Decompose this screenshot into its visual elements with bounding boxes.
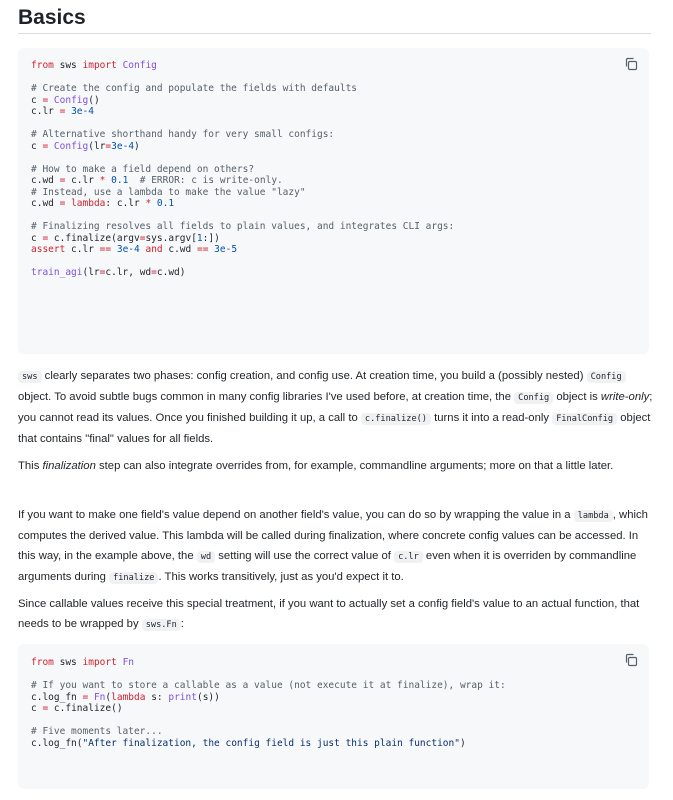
code-token: 3e-5	[214, 244, 238, 255]
copy-icon	[623, 56, 639, 72]
paragraph-text: step can also integrate overrides from, for example, commandline arguments; more on that a little later.	[95, 460, 614, 472]
inline-code: c.finalize()	[361, 413, 431, 425]
code-token: :])	[202, 232, 220, 244]
code-token: # Finalizing resolves all fields to plain values, and integrates CLI args:	[31, 221, 455, 232]
code-token: c.finalize(argv	[48, 232, 140, 244]
code-line	[31, 106, 649, 118]
code-token: =	[82, 691, 89, 703]
paragraph-text: even when it is overriden by commandline arguments during	[18, 550, 637, 583]
code-token: from	[31, 60, 54, 71]
code-token: 0.1	[111, 175, 129, 186]
code-token: train_agi	[31, 267, 83, 278]
code-token	[128, 175, 139, 186]
code-token: =	[42, 94, 49, 106]
code-token: c.log_fn	[31, 691, 83, 703]
code-line	[31, 152, 649, 164]
code-token: : c.lr	[105, 198, 146, 209]
inline-code: lambda	[574, 510, 613, 522]
code-line	[31, 164, 649, 176]
paragraph-text: This	[18, 460, 43, 472]
inline-code: c.lr	[394, 551, 423, 563]
code-token: c.finalize()	[48, 703, 123, 714]
code-line	[31, 72, 649, 84]
code-token: 3e-4	[116, 244, 140, 255]
inline-code: FinalConfig	[552, 413, 617, 425]
code-token: lambda	[71, 198, 106, 209]
paragraph-text: . This works transitively, just as you'd expect it to.	[158, 571, 404, 583]
code-token: (lr	[88, 140, 106, 152]
paragraph-lambda	[18, 505, 656, 588]
code-line	[31, 715, 649, 727]
copy-button[interactable]	[623, 652, 639, 668]
code-content	[18, 644, 649, 749]
code-token: =	[42, 232, 49, 244]
code-token: c.wd)	[156, 267, 186, 278]
code-token: =	[105, 140, 112, 152]
code-line	[31, 198, 649, 210]
code-token: # How to make a field depend on others?	[31, 163, 255, 175]
code-token: s:	[145, 691, 169, 703]
code-line	[31, 187, 649, 199]
code-token: c	[31, 232, 43, 244]
code-token: lambda	[111, 691, 146, 703]
paragraph-text: If you want to make one field's value depend on another field's value, you can do so by wrapping the value in a	[18, 509, 574, 521]
inline-code: Config	[587, 371, 626, 383]
code-line	[31, 738, 649, 750]
code-token: sys.argv[	[145, 232, 197, 244]
code-token: Config	[53, 94, 89, 106]
code-token: print	[168, 691, 197, 703]
paragraph-text: setting will use the correct value of	[215, 550, 395, 562]
emphasis-text: write-only	[600, 391, 650, 403]
code-line	[31, 657, 649, 669]
code-line	[31, 83, 649, 95]
code-token: =	[59, 175, 66, 186]
code-token: sws	[53, 60, 83, 71]
code-token: # ERROR: c is write-only.	[139, 175, 283, 186]
heading-divider	[18, 33, 651, 34]
code-token: import	[82, 657, 117, 668]
copy-button[interactable]	[623, 56, 639, 72]
code-token: c.lr	[31, 106, 60, 117]
code-token: sws	[53, 657, 83, 668]
code-token: 1	[196, 232, 203, 244]
code-token: c.lr	[65, 175, 100, 186]
code-token: # If you want to store a callable as a value (not execute it at finalize), wrap it:	[31, 680, 506, 691]
code-token: c	[31, 94, 43, 106]
code-token: =	[42, 703, 49, 714]
code-token: (s))	[196, 691, 220, 703]
code-token: Fn	[93, 691, 106, 703]
code-token: (lr	[82, 267, 100, 278]
paragraph-text: :	[180, 618, 184, 630]
code-token: # Five moments later...	[31, 726, 163, 737]
paragraph-finalization	[18, 456, 656, 476]
code-line	[31, 95, 649, 107]
paragraph-text: object. To avoid subtle bugs common in many config libraries I've used before, at creation time, the	[18, 391, 515, 403]
inline-code: finalize	[109, 572, 158, 584]
code-line	[31, 256, 649, 268]
emphasis-text: finalization	[42, 460, 96, 472]
code-block-basics	[18, 48, 649, 354]
inline-code: sws	[18, 371, 42, 383]
code-line	[31, 692, 649, 704]
code-line	[31, 141, 649, 153]
code-token: # Create the config and populate the fields with defaults	[31, 83, 358, 94]
code-token: 0.1	[156, 198, 175, 209]
code-token: c	[31, 140, 43, 152]
code-token: )	[459, 737, 466, 749]
code-token: Config	[122, 60, 157, 71]
code-content	[18, 48, 649, 279]
code-line	[31, 175, 649, 187]
code-token: c.lr	[65, 244, 100, 255]
paragraph-text: ; you cannot read its values. Once you finished building it up, a call to	[18, 391, 653, 424]
paragraph-text: turns it into a read-only	[430, 412, 553, 424]
code-line	[31, 669, 649, 681]
paragraph-text: object that contains "final" values for all fields.	[18, 412, 651, 445]
code-token: # Alternative shorthand handy for very small configs:	[31, 129, 335, 140]
code-line	[31, 726, 649, 738]
code-token: assert	[31, 244, 66, 255]
code-token: c.wd	[162, 244, 197, 255]
code-token: from	[31, 657, 54, 668]
code-line	[31, 60, 649, 72]
code-block-fn	[18, 644, 649, 789]
code-token: Fn	[122, 657, 135, 668]
code-token: # Instead, use a lambda to make the value "lazy"	[31, 186, 306, 198]
code-token: ==	[196, 244, 209, 255]
code-token: 3e-4	[71, 106, 94, 117]
code-token: 3e-4	[111, 140, 135, 152]
section-heading: Basics	[18, 6, 86, 29]
code-token: *	[99, 175, 106, 186]
code-token: and	[145, 244, 163, 255]
code-token: =	[59, 106, 66, 117]
paragraph-phases	[18, 366, 656, 449]
code-token: c.lr, wd	[105, 267, 152, 278]
code-token: ==	[99, 244, 112, 255]
code-token: =	[139, 232, 146, 244]
inline-code: Config	[514, 392, 553, 404]
code-token: =	[99, 267, 106, 278]
paragraph-text: , which computes the derived value. This lambda will be called during finalization, where concrete config values can be accessed. In this way, in the example above, the	[18, 509, 648, 562]
code-token: "After finalization, the config field is just this plain function"	[82, 737, 460, 749]
code-line	[31, 703, 649, 715]
paragraph-text: Since callable values receive this special treatment, if you want to actually set a config field's value to an actual function, that needs to be wrapped by	[18, 598, 640, 630]
code-line	[31, 244, 649, 256]
code-token: c	[31, 703, 43, 714]
paragraph-text: object is	[553, 391, 601, 403]
code-line	[31, 221, 649, 233]
inline-code: wd	[197, 551, 215, 563]
code-line	[31, 680, 649, 692]
inline-code: sws.Fn	[142, 619, 181, 631]
code-token: import	[82, 60, 117, 71]
paragraph-text: clearly separates two phases: config creation, and config use. At creation time, you build a (possibly nested)	[41, 370, 587, 382]
code-token: c.log_fn(	[31, 737, 83, 749]
code-line	[31, 118, 649, 130]
code-token: =	[59, 198, 66, 209]
code-token: c.wd	[31, 175, 60, 186]
code-token: ()	[88, 94, 100, 106]
code-line	[31, 129, 649, 141]
code-token: =	[42, 140, 49, 152]
code-line	[31, 210, 649, 222]
code-token: (	[105, 691, 112, 703]
copy-icon	[623, 652, 639, 668]
code-line	[31, 267, 649, 279]
code-token: Config	[53, 140, 89, 152]
code-line	[31, 233, 649, 245]
code-token: *	[145, 198, 152, 209]
code-token: =	[151, 267, 157, 278]
code-token: )	[134, 140, 140, 152]
code-token: c.wd	[31, 198, 60, 209]
paragraph-callable	[18, 594, 656, 635]
